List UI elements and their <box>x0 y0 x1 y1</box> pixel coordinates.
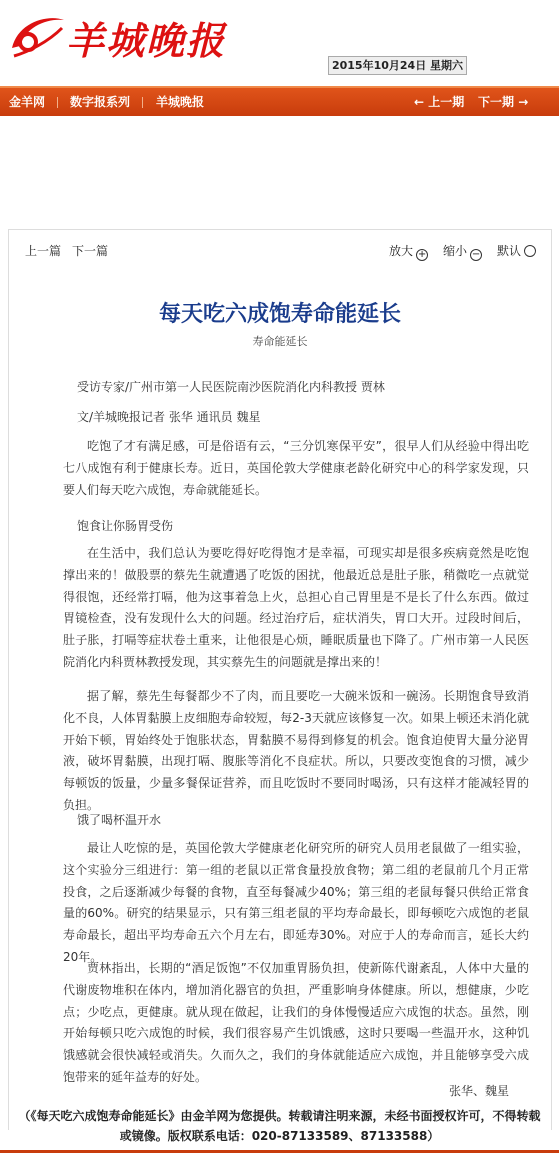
newspaper-logo[interactable] <box>8 4 228 66</box>
article-subtitle: 寿命能延长 <box>252 335 308 348</box>
paragraph-5: 贾林指出，长期的“酒足饭饱”不仅加重胃肠负担，使新陈代谢紊乱，人体中大量的代谢废物堆积在体内，增加消化器官的负担，严重影响身体健康。所以，想健康，少吃点；少吃点，更健康。就从现在做起，让我们的身体慢慢适应六成饱的状态。虽然，刚开始每顿只吃六成饱的时候，我们很容易产生饥饿感，这时只要喝一些温开水，这种饥饿感就会很快减轻或消失。久而久之，我们的身体就能适应六成饱，并且能够享受六成饱带来的延年益寿的好处。 <box>63 961 529 1084</box>
copyright-line-2: 或镜像。版权联系电话：020-87133589、87133588） <box>119 1129 440 1143</box>
nav-divider <box>57 97 58 108</box>
next-article-link[interactable]: 下一篇 <box>72 244 109 258</box>
paragraph-3: 据了解，蔡先生每餐都少不了肉，而且要吃一大碗米饭和一碗汤。长期饱食导致消化不良，人体胃黏膜上皮细胞寿命较短，每2-3天就应该修复一次。如果上顿还未消化就开始下顿，胃始终处于饱胀状态，胃黏膜不易得到修复的机会。饱食迫使胃大量分泌胃液，破坏胃黏膜，出现打嗝、腹胀等消化不良症状。所以，只要改变饱食的习惯，减少每顿饭的饭量，少量多餐保证营养，而且吃饭时不要同时喝汤，只有这样才能减轻胃的负担。 <box>63 689 529 812</box>
section-heading: 饿了喝杯温开水 <box>77 813 162 827</box>
top-nav <box>0 86 559 116</box>
footer-rule <box>0 1150 559 1153</box>
default-size-button[interactable] <box>497 242 536 259</box>
next-issue-link[interactable] <box>478 88 528 116</box>
zoom-out-label: 缩小 <box>443 244 468 258</box>
section-heading: 饱食让你肠胃受伤 <box>77 519 174 533</box>
interviewee-line: 受访专家/广州市第一人民医院南沙医院消化内科教授 贾林 <box>77 380 385 394</box>
plus-circle-icon: + <box>417 249 427 260</box>
copyright-line-1: （《每天吃六成饱寿命能延长》由金羊网为您提供。转载请注明来源，未经书面授权许可，不得转载 <box>18 1109 541 1123</box>
next-issue-label: 下一期 <box>478 95 515 109</box>
left-arrow-icon: ← <box>414 95 425 109</box>
paragraph-4: 最让人吃惊的是，英国伦敦大学健康老化研究所的研究人员用老鼠做了一组实验，这个实验分三组进行：第一组的老鼠以正常食量投放食物；第二组的老鼠前几个月正常投食，之后逐渐减少每餐的食物，直至每餐减少40%；第三组的老鼠每餐只供给正常食量的60%。研究的结果显示，只有第三组老鼠的平均寿命最长，即每顿吃六成饱的老鼠寿命最长，超出平均寿命五六个月左右，即延寿30%。对应于人的寿命而言，延长大约20年。 <box>63 841 529 964</box>
default-size-label: 默认 <box>497 244 522 258</box>
nav-jinyang[interactable]: 金羊网 <box>9 95 46 109</box>
article-panel <box>8 229 552 1130</box>
zoom-in-button[interactable] <box>389 242 428 261</box>
brand-name: 羊城晚报 <box>66 18 227 63</box>
prev-issue-label: 上一期 <box>428 95 465 109</box>
zoom-out-button[interactable] <box>443 242 482 261</box>
prev-article-link[interactable]: 上一篇 <box>25 244 62 258</box>
nav-digital-series[interactable]: 数字报系列 <box>70 95 131 109</box>
prev-issue-link[interactable] <box>414 88 464 116</box>
paragraph-2: 在生活中，我们总认为要吃得好吃得饱才是幸福，可现实却是很多疾病竟然是吃饱撑出来的！做股票的蔡先生就遭遇了吃饭的困扰，他最近总是肚子胀，稍微吃一点就觉得很饱，还经常打嗝，他为这事着急上火，总担心自己胃里是不是长了什么东西。做过胃镜检查，没有发现什么大的问题。经过治疗后，症状消失，胃口大开。过段时间后，肚子胀，打嗝等症状卷土重来，让他很是心烦，睡眠质量也下降了。广州市第一人民医院消化内科贾林教授发现，其实蔡先生的问题就是撑出来的！ <box>63 546 529 669</box>
issue-date: 2015年10月24日 星期六 <box>328 56 467 75</box>
right-arrow-icon: → <box>518 95 529 109</box>
article-title: 每天吃六成饱寿命能延长 <box>158 302 401 327</box>
masthead <box>0 0 559 86</box>
logo-swoosh-icon <box>8 12 68 60</box>
zoom-in-label: 放大 <box>389 244 414 258</box>
nav-divider <box>142 97 143 108</box>
article-author: 张华、魏星 <box>449 1084 510 1098</box>
byline: 文/羊城晚报记者 张华 通讯员 魏星 <box>77 410 261 424</box>
circle-icon <box>524 245 536 257</box>
nav-yangcheng[interactable]: 羊城晚报 <box>156 95 205 109</box>
paragraph-1: 吃饱了才有满足感，可是俗语有云，“三分饥寒保平安”，很早人们从经验中得出吃七八成饱有利于健康长寿。近日，英国伦敦大学健康老龄化研究中心的科学家发现，只要人们每天吃六成饱，寿命就能延长。 <box>63 439 529 497</box>
copyright-notice <box>0 1106 559 1146</box>
minus-circle-icon: − <box>471 249 481 260</box>
